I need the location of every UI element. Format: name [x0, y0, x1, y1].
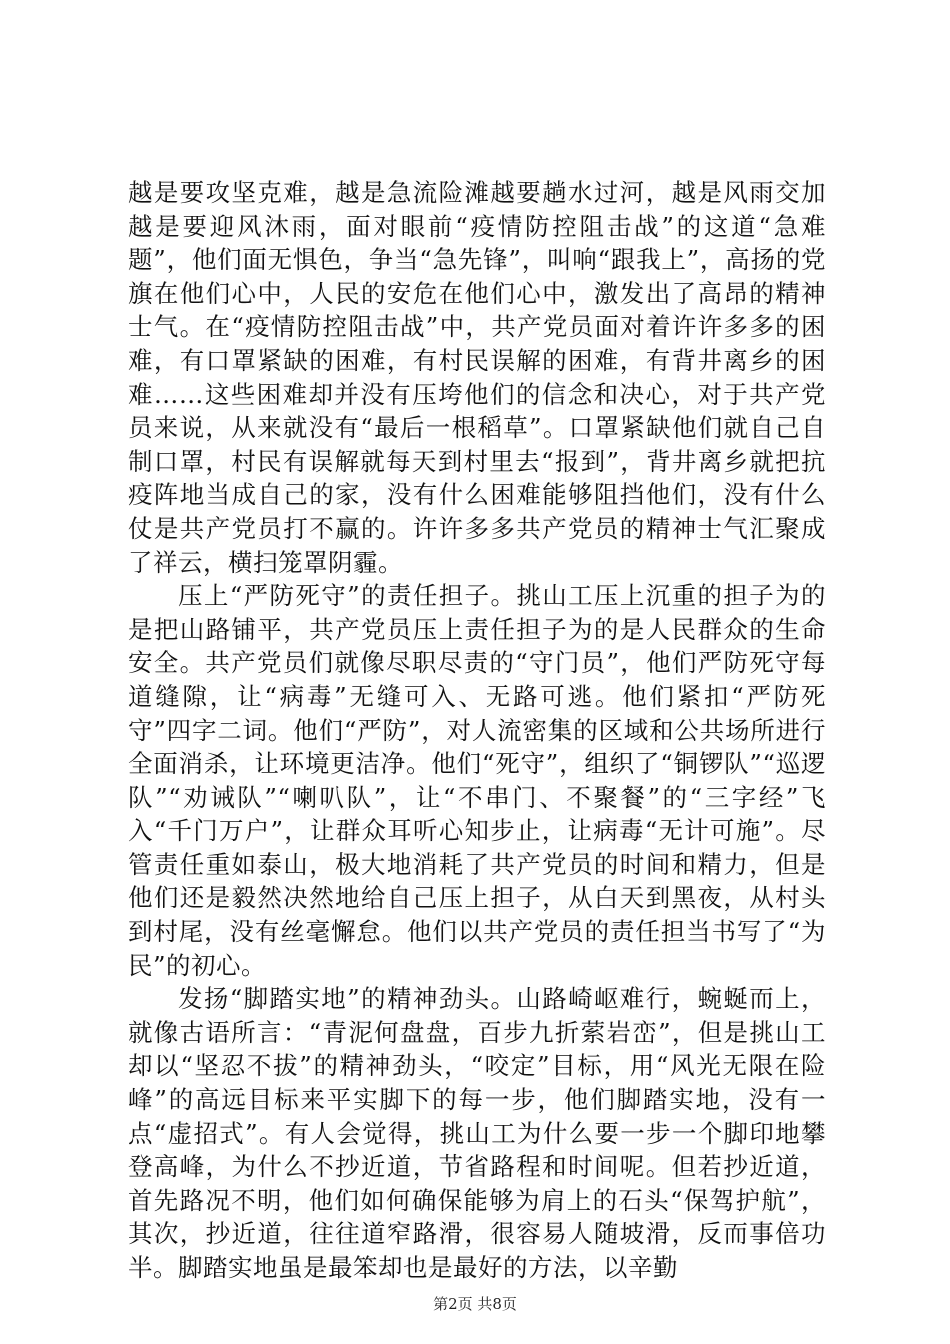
page-number-footer: 第2页 共8页 — [433, 1295, 517, 1313]
document-body — [128, 176, 826, 1285]
paragraph-1: 越是要攻坚克难，越是急流险滩越要趟水过河，越是风雨交加越是要迎风沐雨，面对眼前“疫情防控阻击战”的这道“急难题”，他们面无惧色，争当“急先锋”，叫响“跟我上”，高扬的党旗在他们心中，人民的安危在他们心中，激发出了高昂的精神士气。在“疫情防控阻击战”中，共产党员面对着许许多多的困难，有口罩紧缺的困难，有村民误解的困难，有背井离乡的困难……这些困难却并没有压垮他们的信念和决心，对于共产党员来说，从来就没有“最后一根稻草”。口罩紧缺他们就自己自制口罩，村民有误解就每天到村里去“报到”，背井离乡就把抗疫阵地当成自己的家，没有什么困难能够阻挡他们，没有什么仗是共产党员打不赢的。许许多多共产党员的精神士气汇聚成了祥云，横扫笼罩阴霾。 — [128, 178, 826, 577]
paragraph-2: 压上“严防死守”的责任担子。挑山工压上沉重的担子为的是把山路铺平，共产党员压上责任担子为的是人民群众的生命安全。共产党员们就像尽职尽责的“守门员”，他们严防死守每道缝隙，让“病毒”无缝可入、无路可逃。他们紧扣“严防死守”四字二词。他们“严防”，对人流密集的区域和公共场所进行全面消杀，让环境更洁净。他们“死守”，组织了“铜锣队”“巡逻队”“劝诫队”“喇叭队”，让“不串门、不聚餐”的“三字经”飞入“千门万户”，让群众耳听心知步止，让病毒“无计可施”。尽管责任重如泰山，极大地消耗了共产党员的时间和精力，但是他们还是毅然决然地给自己压上担子，从白天到黑夜，从村头到村尾，没有丝毫懈怠。他们以共产党员的责任担当书写了“为民”的初心。 — [128, 581, 826, 980]
paragraph-3: 发扬“脚踏实地”的精神劲头。山路崎岖难行，蜿蜒而上，就像古语所言：“青泥何盘盘，百步九折萦岩峦”，但是挑山工却以“坚忍不拔”的精神劲头，“咬定”目标，用“风光无限在险峰”的高远目标来平实脚下的每一步，他们脚踏实地，没有一点“虚招式”。有人会觉得，挑山工为什么要一步一个脚印地攀登高峰，为什么不抄近道，节省路程和时间呢。但若抄近道，首先路况不明，他们如何确保能够为肩上的石头“保驾护航”，其次，抄近道，往往道窄路滑，很容易人随坡滑，反而事倍功半。脚踏实地虽是最笨却也是最好的方法，以辛勤 — [128, 984, 826, 1282]
